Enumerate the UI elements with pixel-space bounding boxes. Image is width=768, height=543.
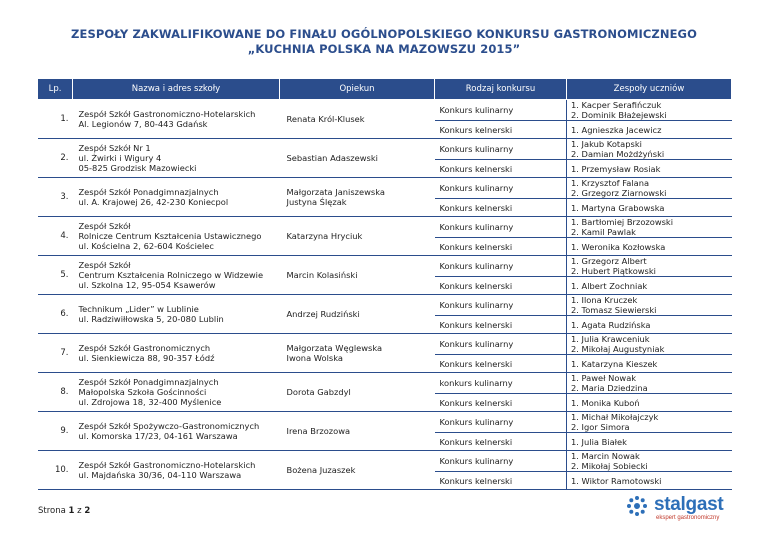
row-school: Zespół Szkół Nr 1 ul. Żwirki i Wigury 4 05-825 Grodzisk Mazowiecki — [73, 139, 280, 178]
table-header-row — [38, 79, 732, 100]
row-lp: 8. — [38, 373, 73, 412]
row-team-waiter: 1. Martyna Grabowska — [567, 199, 732, 217]
team-member: 1. Ilona Kruczek — [571, 295, 638, 305]
row-team-waiter: 1. Agnieszka Jacewicz — [567, 121, 732, 139]
row-contest-waiter: Konkurs kelnerski — [435, 316, 567, 334]
row-contest-waiter: Konkurs kelnerski — [435, 160, 567, 178]
row-opiekun: Renata Król-Klusek — [280, 100, 435, 139]
row-school: Zespół Szkół Rolnicze Centrum Kształcenia Ustawicznego ul. Kościelna 2, 62-604 Kościelec — [73, 217, 280, 256]
team-member: 2. Kamil Pawlak — [571, 227, 636, 237]
team-member: 2. Igor Simora — [571, 422, 630, 432]
row-team-culinary — [567, 295, 732, 316]
row-team-culinary — [567, 412, 732, 433]
table-row — [38, 373, 732, 394]
table-row — [38, 334, 732, 355]
header-zespoly: Zespoły uczniów — [567, 79, 732, 100]
row-team-waiter: 1. Agata Rudzińska — [567, 316, 732, 334]
row-lp: 6. — [38, 295, 73, 334]
row-opiekun: Dorota Gabzdyl — [280, 373, 435, 412]
row-team-culinary — [567, 100, 732, 121]
team-member: 2. Maria Dziedzina — [571, 383, 648, 393]
team-member: 1. Grzegorz Albert — [571, 256, 647, 266]
header-lp: Lp. — [38, 79, 73, 100]
row-team-culinary — [567, 178, 732, 199]
row-opiekun: Irena Brzozowa — [280, 412, 435, 451]
row-opiekun: Bożena Juzaszek — [280, 451, 435, 490]
footer-page: 1 — [68, 506, 75, 516]
page-title-line2: „KUCHNIA POLSKA NA MAZOWSZU 2015” — [247, 42, 521, 56]
row-opiekun: Małgorzata Węglewska Iwona Wolska — [280, 334, 435, 373]
page-footer — [38, 506, 90, 516]
row-school: Zespół Szkół Gastronomicznych ul. Sienkiewicza 88, 90-357 Łódź — [73, 334, 280, 373]
team-member: 2. Mikołaj Augustyniak — [571, 344, 665, 354]
team-member: 1. Bartłomiej Brzozowski — [571, 217, 674, 227]
row-team-waiter: 1. Monika Kuboń — [567, 394, 732, 412]
header-rodzaj: Rodzaj konkursu — [435, 79, 567, 100]
team-member: 1. Paweł Nowak — [571, 373, 637, 383]
header-opiekun: Opiekun — [280, 79, 435, 100]
team-member: 2. Grzegorz Ziarnowski — [571, 188, 667, 198]
row-school: Zespół Szkół Ponadgimnazjalnych Małopolska Szkoła Gościnności ul. Zdrojowa 18, 32-400 Myślenice — [73, 373, 280, 412]
row-team-culinary — [567, 451, 732, 472]
row-lp: 7. — [38, 334, 73, 373]
table-row — [38, 295, 732, 316]
table-body — [38, 100, 732, 490]
team-member: 2. Mikołaj Sobiecki — [571, 461, 648, 471]
team-member: 1. Michał Mikołajczyk — [571, 412, 659, 422]
logo-brand: stalgast — [654, 494, 724, 515]
row-contest-culinary: Konkurs kulinarny — [435, 217, 567, 238]
team-member: 1. Kacper Serafińczuk — [571, 100, 662, 110]
row-team-waiter: 1. Wiktor Ramotowski — [567, 472, 732, 490]
row-contest-waiter: Konkurs kelnerski — [435, 121, 567, 139]
row-lp: 2. — [38, 139, 73, 178]
row-opiekun: Sebastian Adaszewski — [280, 139, 435, 178]
row-team-waiter: 1. Przemysław Rosiak — [567, 160, 732, 178]
finalists-table — [37, 78, 732, 490]
table-row — [38, 412, 732, 433]
team-member: 2. Damian Możdżyński — [571, 149, 665, 159]
row-lp: 4. — [38, 217, 73, 256]
row-school: Zespół Szkół Gastronomiczno-Hotelarskich Al. Legionów 7, 80-443 Gdańsk — [73, 100, 280, 139]
row-contest-culinary: Konkurs kulinarny — [435, 451, 567, 472]
team-member: 2. Tomasz Siewierski — [571, 305, 657, 315]
row-contest-waiter: Konkurs kelnerski — [435, 472, 567, 490]
stalgast-logo-icon — [626, 495, 648, 517]
footer-total: 2 — [84, 506, 91, 516]
row-team-waiter: 1. Albert Zochniak — [567, 277, 732, 295]
row-contest-culinary: konkurs kulinarny — [435, 373, 567, 394]
row-school: Technikum „Lider” w Lublinie ul. Radziwiłłowska 5, 20-080 Lublin — [73, 295, 280, 334]
team-member: 2. Hubert Piątkowski — [571, 266, 656, 276]
row-contest-waiter: Konkurs kelnerski — [435, 277, 567, 295]
table-row — [38, 178, 732, 199]
row-contest-culinary: Konkurs kulinarny — [435, 334, 567, 355]
team-member: 1. Jakub Kotapski — [571, 139, 642, 149]
row-contest-culinary: Konkurs kulinarny — [435, 178, 567, 199]
table-row — [38, 100, 732, 121]
row-school: Zespół Szkół Spożywczo-Gastronomicznych ul. Komorska 17/23, 04-161 Warszawa — [73, 412, 280, 451]
table-row — [38, 217, 732, 238]
row-opiekun: Małgorzata Janiszewska Justyna Ślęzak — [280, 178, 435, 217]
logo-tagline: ekspert gastronomiczny — [656, 515, 720, 521]
row-contest-culinary: Konkurs kulinarny — [435, 100, 567, 121]
row-school: Zespół Szkół Ponadgimnazjalnych ul. A. Krajowej 26, 42-230 Koniecpol — [73, 178, 280, 217]
row-lp: 3. — [38, 178, 73, 217]
row-team-waiter: 1. Weronika Kozłowska — [567, 238, 732, 256]
table-row — [38, 139, 732, 160]
team-member: 1. Marcin Nowak — [571, 451, 640, 461]
row-contest-culinary: Konkurs kulinarny — [435, 139, 567, 160]
row-contest-culinary: Konkurs kulinarny — [435, 412, 567, 433]
row-lp: 5. — [38, 256, 73, 295]
table-row — [38, 451, 732, 472]
row-lp: 1. — [38, 100, 73, 139]
header-school: Nazwa i adres szkoły — [73, 79, 280, 100]
row-school: Zespół Szkół Gastronomiczno-Hotelarskich ul. Majdańska 30/36, 04-110 Warszawa — [73, 451, 280, 490]
row-contest-culinary: Konkurs kulinarny — [435, 295, 567, 316]
table-row — [38, 256, 732, 277]
row-team-waiter: 1. Katarzyna Kieszek — [567, 355, 732, 373]
row-team-culinary — [567, 139, 732, 160]
row-contest-waiter: Konkurs kelnerski — [435, 394, 567, 412]
row-opiekun: Andrzej Rudziński — [280, 295, 435, 334]
row-lp: 10. — [38, 451, 73, 490]
row-team-culinary — [567, 217, 732, 238]
row-opiekun: Marcin Kolasiński — [280, 256, 435, 295]
row-opiekun: Katarzyna Hryciuk — [280, 217, 435, 256]
row-contest-waiter: Konkurs kelnerski — [435, 355, 567, 373]
row-school: Zespół Szkół Centrum Kształcenia Rolniczego w Widzewie ul. Szkolna 12, 95-054 Ksawerów — [73, 256, 280, 295]
row-team-culinary — [567, 373, 732, 394]
row-lp: 9. — [38, 412, 73, 451]
row-team-culinary — [567, 256, 732, 277]
row-contest-waiter: Konkurs kelnerski — [435, 238, 567, 256]
team-member: 1. Julia Krawceniuk — [571, 334, 650, 344]
row-team-waiter: 1. Julia Białek — [567, 433, 732, 451]
team-member: 1. Krzysztof Falana — [571, 178, 650, 188]
row-contest-waiter: Konkurs kelnerski — [435, 199, 567, 217]
footer-mid: z — [74, 506, 85, 516]
row-contest-culinary: Konkurs kulinarny — [435, 256, 567, 277]
page-title-line1: ZESPOŁY ZAKWALIFIKOWANE DO FINAŁU OGÓLNOPOLSKIEGO KONKURSU GASTRONOMICZNEGO — [71, 27, 697, 41]
footer-prefix: Strona — [38, 506, 69, 516]
row-team-culinary — [567, 334, 732, 355]
row-contest-waiter: Konkurs kelnerski — [435, 433, 567, 451]
stalgast-logo — [626, 495, 726, 525]
team-member: 2. Dominik Błażejewski — [571, 110, 667, 120]
